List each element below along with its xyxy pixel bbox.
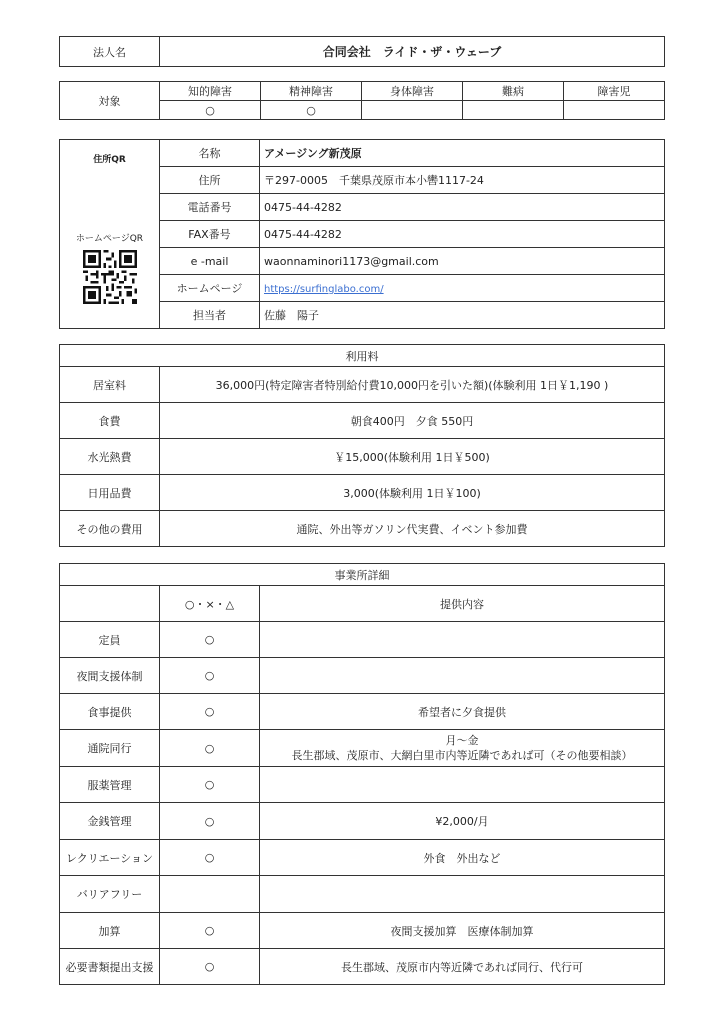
detail-mark-2: ○	[160, 694, 260, 730]
office-label-5: ホームページ	[160, 275, 260, 302]
details-header: 事業所詳細	[60, 564, 665, 586]
target-val-3	[463, 101, 564, 120]
details-col-content: 提供内容	[260, 586, 665, 622]
fee-label-3: 日用品費	[60, 475, 160, 511]
corp-table	[59, 36, 665, 67]
fee-value-3: 3,000(体験利用 1日￥100)	[160, 475, 665, 511]
detail-content-3-line2: 長生郡域、茂原市、大網白里市内等近隣であれば可（その他要相談）	[291, 749, 633, 762]
office-label-0: 名称	[160, 140, 260, 167]
corp-label: 法人名	[60, 37, 160, 67]
detail-content-4	[260, 767, 665, 803]
fee-value-4: 通院、外出等ガソリン代実費、イベント参加費	[160, 511, 665, 547]
detail-label-7: バリアフリー	[60, 876, 160, 913]
detail-mark-1: ○	[160, 658, 260, 694]
qr-homepage-label: ホームページQR	[75, 234, 144, 244]
corp-value: 合同会社 ライド・ザ・ウェーブ	[160, 37, 665, 67]
target-col-2: 身体障害	[362, 82, 463, 101]
detail-label-8: 加算	[60, 913, 160, 949]
detail-mark-4: ○	[160, 767, 260, 803]
office-address: 〒297-0005 千葉県茂原市本小轡1117-24	[260, 167, 665, 194]
details-col-mark: ○・×・△	[160, 586, 260, 622]
detail-content-6: 外食 外出など	[260, 840, 665, 876]
detail-mark-9: ○	[160, 949, 260, 985]
detail-content-5: ¥2,000/月	[260, 803, 665, 840]
target-val-1: ○	[261, 101, 362, 120]
office-phone: 0475-44-4282	[260, 194, 665, 221]
fee-value-0: 36,000円(特定障害者特別給付費10,000円を引いた額)(体験利用 1日￥1,190 )	[160, 367, 665, 403]
detail-content-1	[260, 658, 665, 694]
office-table	[59, 139, 665, 329]
fees-table	[59, 344, 665, 547]
qr-code-icon[interactable]	[83, 250, 137, 304]
office-homepage-cell	[260, 275, 665, 302]
office-contact-person: 佐藤 陽子	[260, 302, 665, 329]
qr-address-label: 住所QR	[93, 155, 126, 165]
detail-content-7	[260, 876, 665, 913]
detail-content-3-line1: 月～金	[445, 734, 479, 747]
target-label: 対象	[60, 82, 160, 120]
target-table	[59, 81, 665, 120]
target-col-1: 精神障害	[261, 82, 362, 101]
detail-label-3: 通院同行	[60, 730, 160, 767]
detail-label-2: 食事提供	[60, 694, 160, 730]
detail-label-6: レクリエーション	[60, 840, 160, 876]
fee-value-1: 朝食400円 夕食 550円	[160, 403, 665, 439]
fee-label-4: その他の費用	[60, 511, 160, 547]
qr-panel	[60, 140, 160, 329]
office-label-6: 担当者	[160, 302, 260, 329]
detail-label-5: 金銭管理	[60, 803, 160, 840]
detail-mark-5: ○	[160, 803, 260, 840]
detail-label-4: 服薬管理	[60, 767, 160, 803]
detail-mark-3: ○	[160, 730, 260, 767]
fee-label-0: 居室料	[60, 367, 160, 403]
detail-content-8: 夜間支援加算 医療体制加算	[260, 913, 665, 949]
detail-content-2: 希望者に夕食提供	[260, 694, 665, 730]
homepage-link[interactable]: https://surfinglabo.com/	[264, 283, 384, 295]
detail-content-9: 長生郡域、茂原市内等近隣であれば同行、代行可	[260, 949, 665, 985]
fee-label-1: 食費	[60, 403, 160, 439]
detail-label-0: 定員	[60, 622, 160, 658]
office-label-2: 電話番号	[160, 194, 260, 221]
fees-header: 利用料	[60, 345, 665, 367]
office-label-3: FAX番号	[160, 221, 260, 248]
detail-mark-6: ○	[160, 840, 260, 876]
office-fax: 0475-44-4282	[260, 221, 665, 248]
detail-mark-8: ○	[160, 913, 260, 949]
office-label-4: e -mail	[160, 248, 260, 275]
office-name: アメージング新茂原	[260, 140, 665, 167]
detail-mark-0: ○	[160, 622, 260, 658]
target-val-2	[362, 101, 463, 120]
detail-mark-7	[160, 876, 260, 913]
office-email: waonnaminori1173@gmail.com	[260, 248, 665, 275]
target-val-0: ○	[160, 101, 261, 120]
target-col-3: 難病	[463, 82, 564, 101]
details-corner	[60, 586, 160, 622]
detail-label-1: 夜間支援体制	[60, 658, 160, 694]
fee-value-2: ￥15,000(体験利用 1日￥500)	[160, 439, 665, 475]
office-label-1: 住所	[160, 167, 260, 194]
detail-content-0	[260, 622, 665, 658]
target-val-4	[564, 101, 665, 120]
detail-label-9: 必要書類提出支援	[60, 949, 160, 985]
target-col-0: 知的障害	[160, 82, 261, 101]
fee-label-2: 水光熱費	[60, 439, 160, 475]
target-col-4: 障害児	[564, 82, 665, 101]
detail-content-3	[260, 730, 665, 767]
details-table	[59, 563, 665, 985]
